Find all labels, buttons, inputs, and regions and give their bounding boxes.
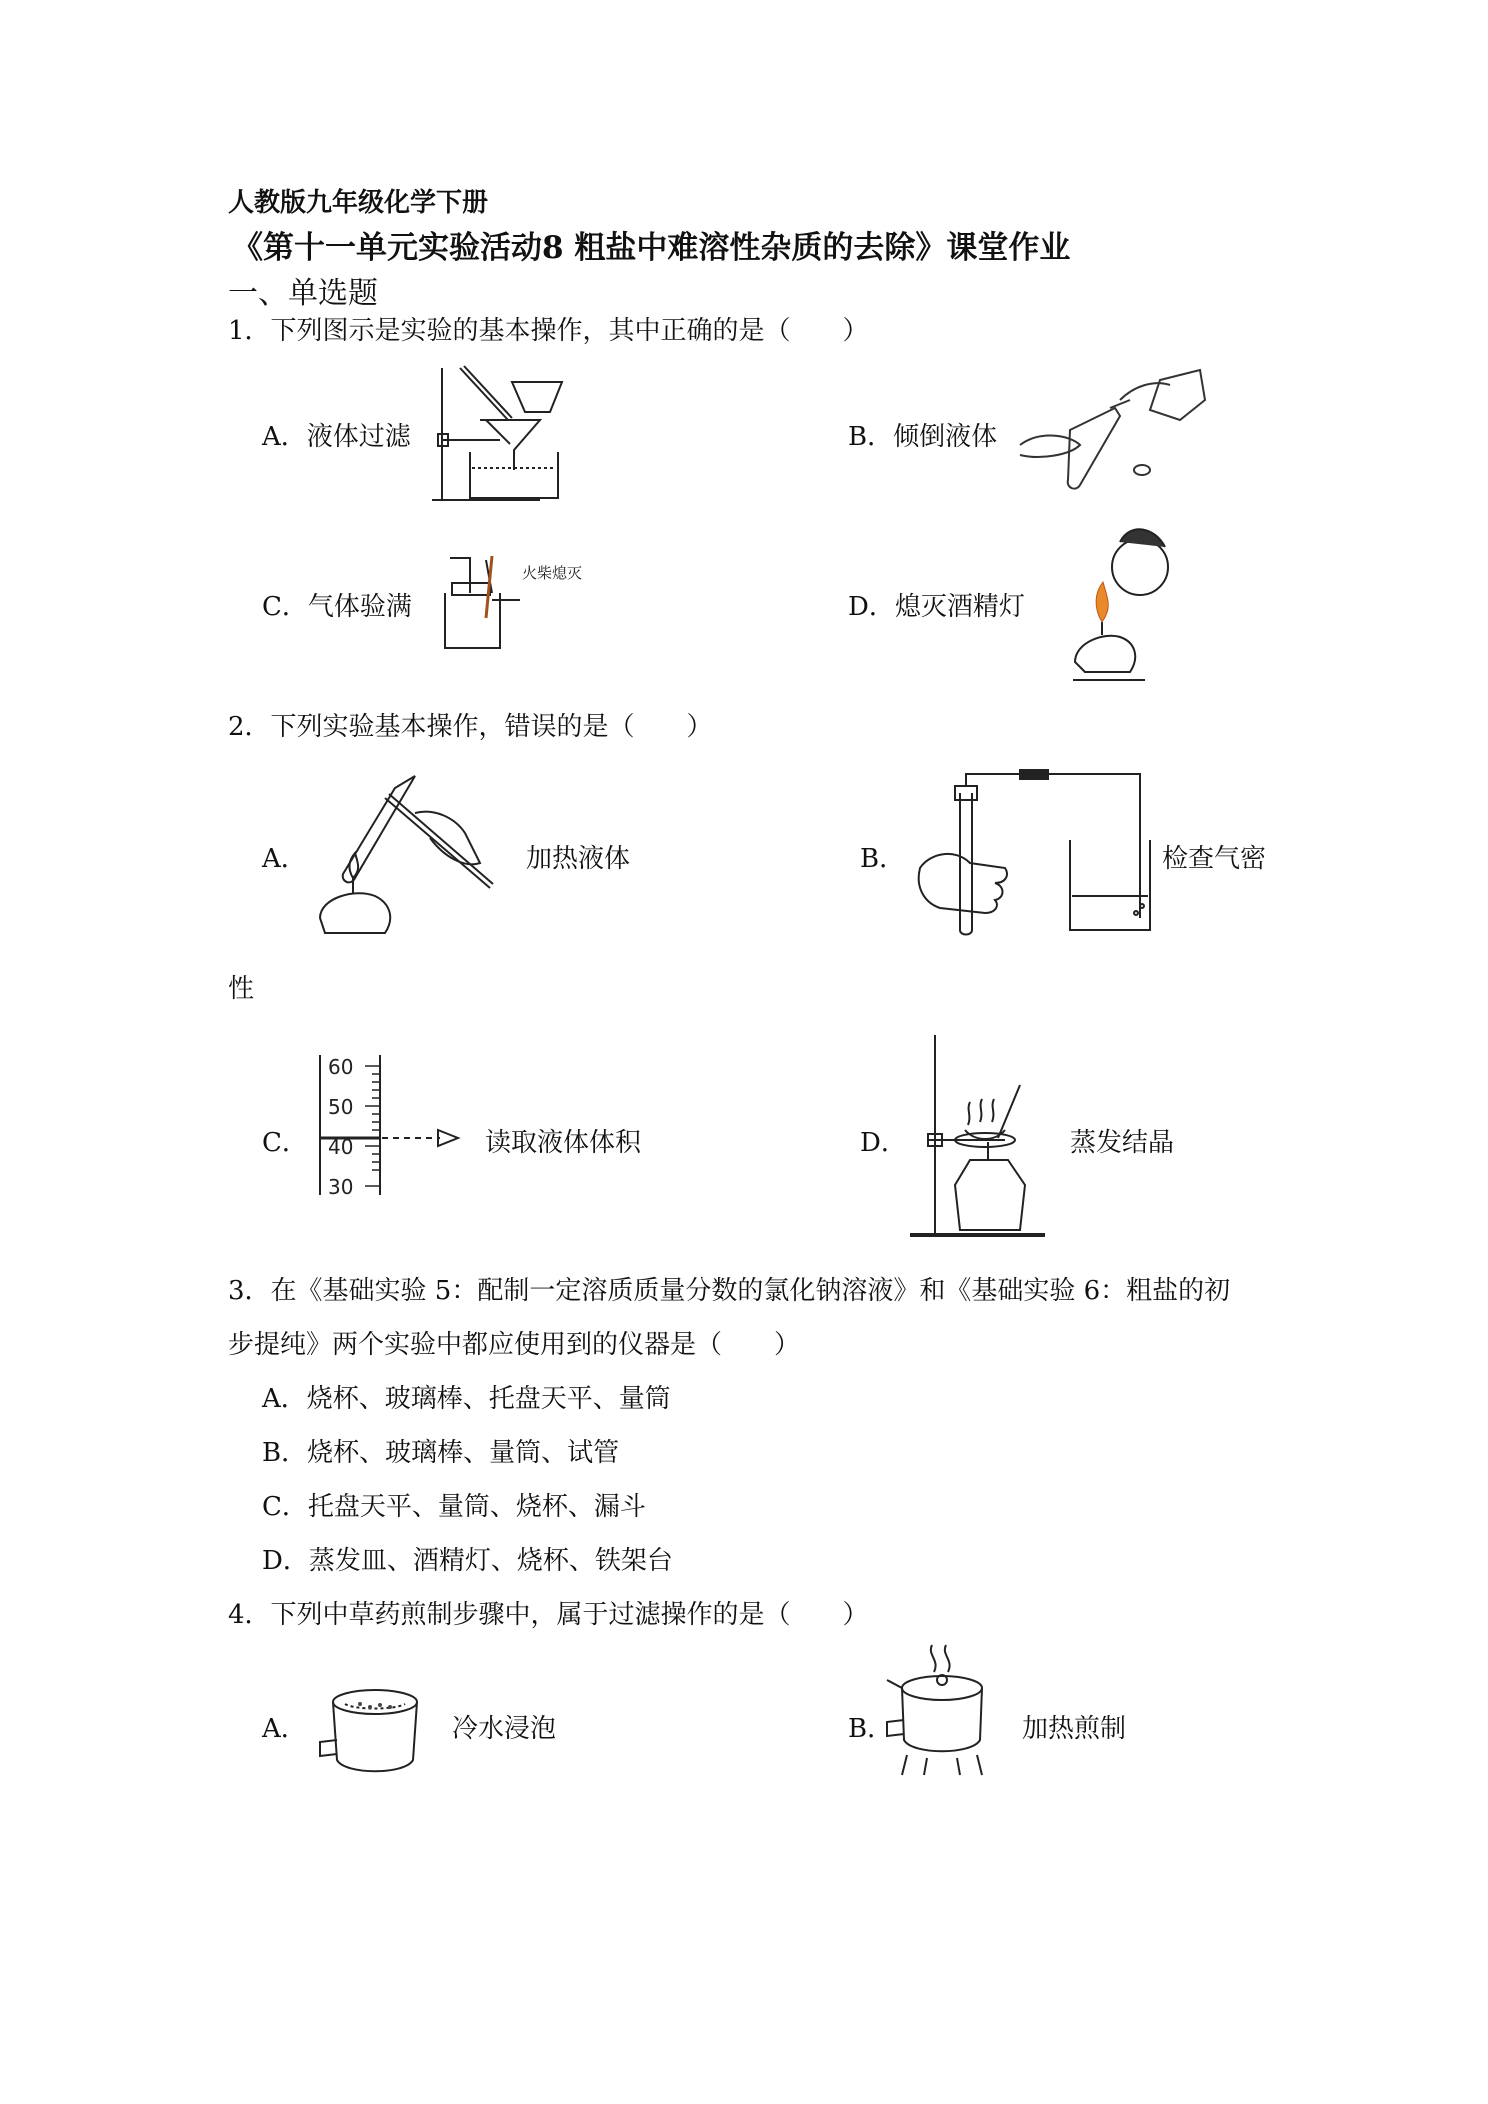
q2-stem: 2．下列实验基本操作，错误的是（ ） [228, 712, 713, 742]
match-label: 火柴熄灭 [522, 564, 583, 582]
q1-option-d: D．熄灭酒精灯 [848, 592, 1025, 622]
q1-stem: 1．下列图示是实验的基本操作，其中正确的是（ ） [228, 316, 869, 346]
document-subtitle: 人教版九年级化学下册 [228, 188, 489, 218]
airtightness-figure [910, 768, 1170, 938]
q2-option-d-letter: D． [860, 1128, 907, 1158]
q1-option-b: B．倾倒液体 [848, 422, 998, 452]
gas-test-figure [430, 548, 610, 653]
q2-option-b-letter: B． [860, 844, 906, 874]
filtration-figure [430, 360, 610, 505]
q4-option-b-text: 加热煎制 [1022, 1714, 1127, 1744]
blowing-lamp-figure [1045, 522, 1185, 687]
q1-option-c: C．气体验满 [262, 592, 412, 622]
q4-stem: 4．下列中草药煎制步骤中，属于过滤操作的是（ ） [228, 1600, 869, 1630]
q2-option-c-text: 读取液体体积 [485, 1128, 642, 1158]
q4-option-a-text: 冷水浸泡 [452, 1714, 557, 1744]
q2-option-a-letter: A． [262, 844, 307, 874]
soaking-pot-figure [315, 1680, 425, 1780]
section-heading: 一、单选题 [228, 276, 378, 311]
q4-option-a-letter: A． [262, 1714, 307, 1744]
document-title: 《第十一单元实验活动8 粗盐中难溶性杂质的去除》课堂作业 [232, 230, 1071, 266]
q2-option-c-letter: C． [262, 1128, 308, 1158]
q1-option-a: A．液体过滤 [262, 422, 411, 452]
q3-stem-line2: 步提纯》两个实验中都应使用到的仪器是（ ） [228, 1330, 801, 1360]
q2-option-b-wrap: 性 [228, 974, 255, 1004]
tick-50: 50 [328, 1095, 354, 1119]
tick-60: 60 [328, 1055, 354, 1079]
tick-40: 40 [328, 1135, 354, 1159]
q2-option-a-text: 加热液体 [526, 844, 631, 874]
q2-option-b-text: 检查气密 [1162, 844, 1267, 874]
q2-option-d-text: 蒸发结晶 [1070, 1128, 1175, 1158]
pouring-figure [1010, 360, 1210, 500]
q4-option-b-letter: B． [848, 1714, 894, 1744]
q3-option-b: B．烧杯、玻璃棒、量筒、试管 [262, 1438, 620, 1468]
q3-stem-line1: 3．在《基础实验 5：配制一定溶质质量分数的氯化钠溶液》和《基础实验 6：粗盐的初 [228, 1276, 1231, 1306]
q3-option-c: C．托盘天平、量筒、烧杯、漏斗 [262, 1492, 646, 1522]
q3-option-d: D．蒸发皿、酒精灯、烧杯、铁架台 [262, 1546, 673, 1576]
q3-option-a: A．烧杯、玻璃棒、托盘天平、量筒 [262, 1384, 671, 1414]
heating-liquid-figure [315, 768, 515, 938]
heating-pot-figure [882, 1640, 1002, 1780]
tick-30: 30 [328, 1175, 354, 1199]
evaporation-figure [870, 1030, 1070, 1245]
cylinder-reading-figure [320, 1050, 480, 1200]
